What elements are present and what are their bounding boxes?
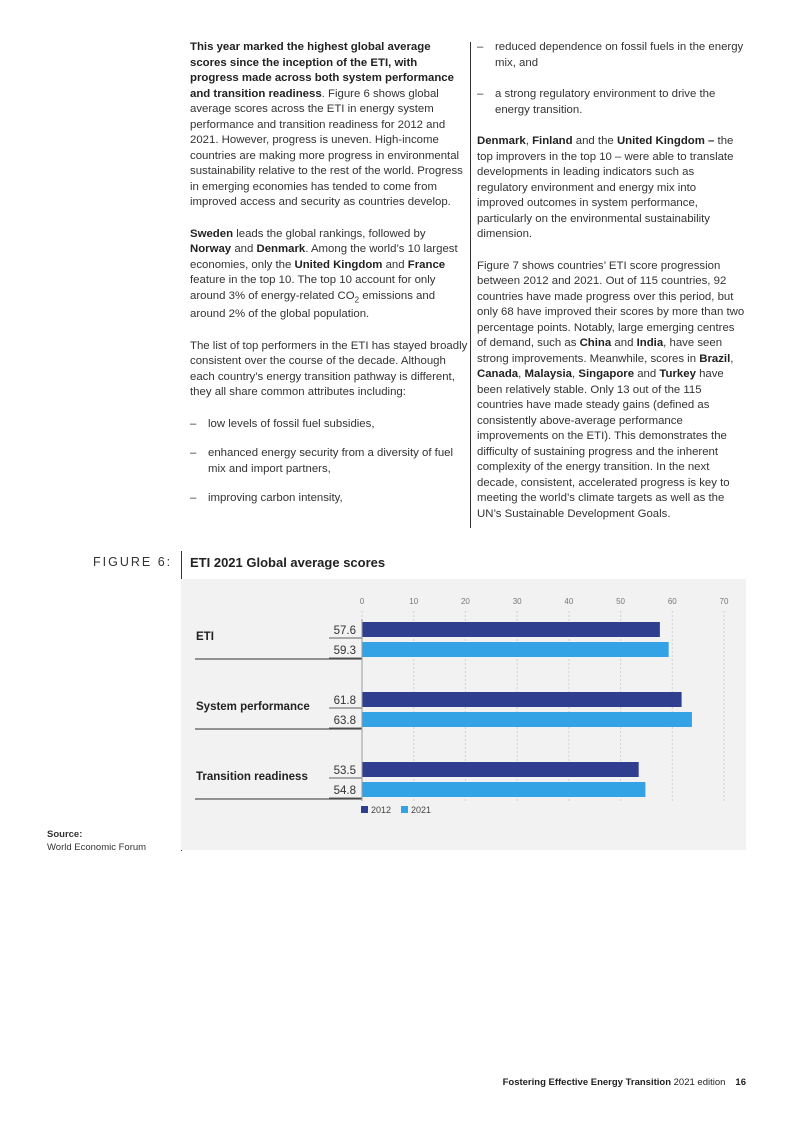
legend-swatch xyxy=(361,806,368,813)
bar xyxy=(362,622,660,637)
text: and xyxy=(611,337,637,349)
intro-bold: This year marked the highest global average scores since the inception of the ETI, with progress made across both system performance and transition readiness xyxy=(190,41,454,100)
footer-title: Fostering Effective Energy Transition xyxy=(502,1077,671,1088)
paragraph-rankings xyxy=(190,227,468,323)
bar xyxy=(362,712,692,727)
text: and xyxy=(231,243,257,255)
paragraph-progression xyxy=(477,259,745,523)
figure-title: ETI 2021 Global average scores xyxy=(190,555,386,570)
chart-panel xyxy=(181,579,746,850)
x-tick-label: 50 xyxy=(616,597,626,606)
footer-edition: 2021 edition xyxy=(671,1077,726,1088)
category-label: ETI xyxy=(196,631,214,643)
text: , xyxy=(572,368,579,380)
bar-value-label: 57.6 xyxy=(333,625,356,637)
x-tick-label: 30 xyxy=(512,597,522,606)
figure-label: FIGURE 6: xyxy=(93,555,173,569)
bar xyxy=(362,782,645,797)
bullet-item xyxy=(477,87,745,118)
text: feature in the top 10. The top 10 account for only around 3% of energy-related CO xyxy=(190,274,436,302)
text: have been relatively stable. Only 13 out of the 115 countries have made steady gains (defined as consistently above-average performance improvements on the ETI). This demonstrates the difficulty of sustaining progress and the inherent complexity of the energy transition. In the next decade, consistent, accelerated progress is key to meeting the world’s climate targets as well as the UN’s Sustainable Development Goals. xyxy=(477,368,730,520)
text: , xyxy=(525,135,533,147)
bar-value-label: 54.8 xyxy=(333,785,356,797)
dash-marker: – xyxy=(477,41,484,53)
paragraph-intro xyxy=(190,40,468,211)
country-uk: United Kingdom xyxy=(294,258,383,271)
x-tick-label: 40 xyxy=(564,597,574,606)
country-turkey: Turkey xyxy=(659,368,696,380)
intro-rest: . Figure 6 shows global average scores across the ETI in energy system performance and transition readiness for 2012 and 2021. However, progress is uneven. High-income countries are making more progress in environmental sustainability relative to the rest of the world. Progress in emerging economies has tended to come from improved access and security as countries develop. xyxy=(190,87,463,208)
country-brazil: Brazil xyxy=(699,352,731,365)
text: . Among the world’s 10 largest economies, only the xyxy=(190,243,458,271)
legend-swatch xyxy=(401,806,408,813)
bar xyxy=(362,642,669,657)
country-canada: Canada xyxy=(477,368,519,380)
bullet-text: improving carbon intensity, xyxy=(208,492,343,505)
text: and xyxy=(382,258,408,271)
page-footer xyxy=(503,1077,746,1088)
text: Figure 7 shows countries’ ETI score progression between 2012 and 2021. Out of 115 countries, 92 countries have made progress over this period, but only 68 have improved their scores by more than two percentage points. Notably, large emerging centres of demand, such as xyxy=(477,259,745,349)
subscript: 2 xyxy=(354,294,360,304)
legend-label: 2012 xyxy=(371,805,392,815)
x-tick-label: 70 xyxy=(719,597,729,606)
bullet-item xyxy=(190,491,468,507)
bar-chart xyxy=(181,579,746,850)
bar-value-label: 53.5 xyxy=(333,765,356,777)
dash-marker: – xyxy=(477,88,484,100)
paragraph-top-improvers xyxy=(477,134,745,243)
country-singapore: Singapore xyxy=(578,368,635,380)
legend-label: 2021 xyxy=(411,805,432,815)
bar-value-label: 59.3 xyxy=(333,645,356,657)
bullet-text: enhanced energy security from a diversity of fuel mix and import partners, xyxy=(208,447,454,475)
country-france: France xyxy=(407,258,446,271)
bar xyxy=(362,762,639,777)
dash-marker: – xyxy=(190,417,197,430)
x-tick-label: 60 xyxy=(667,597,677,606)
country-uk: United Kingdom – xyxy=(616,135,715,147)
bullet-text: reduced dependence on fossil fuels in the energy mix, and xyxy=(495,41,744,69)
x-tick-label: 0 xyxy=(359,597,365,606)
source-label: Source: xyxy=(47,829,83,840)
x-tick-label: 10 xyxy=(409,597,419,606)
text: and xyxy=(634,368,660,380)
column-divider xyxy=(470,42,471,528)
text: leads the global rankings, followed by xyxy=(233,227,426,240)
x-tick-label: 20 xyxy=(460,597,470,606)
country-sweden: Sweden xyxy=(190,227,234,240)
bullet-item xyxy=(190,446,468,477)
paragraph-top-performers: The list of top performers in the ETI has stayed broadly consistent over the course of the decade. Although each country’s energy transition pathway is different, they all share common attributes including: xyxy=(190,339,468,399)
bullet-text: a strong regulatory environment to drive the energy transition. xyxy=(495,88,716,116)
bullet-item xyxy=(477,40,745,71)
category-label: Transition readiness xyxy=(196,771,308,783)
category-label: System performance xyxy=(196,701,310,713)
bar-value-label: 61.8 xyxy=(333,695,356,707)
country-norway: Norway xyxy=(190,243,232,255)
bullet-text: low levels of fossil fuel subsidies, xyxy=(208,417,375,430)
country-denmark: Denmark xyxy=(256,243,306,255)
dash-marker: – xyxy=(190,492,197,505)
text: , xyxy=(730,352,734,365)
left-column xyxy=(190,40,468,521)
source-note xyxy=(47,828,146,854)
bar-value-label: 63.8 xyxy=(333,715,356,727)
country-finland: Finland xyxy=(532,135,573,147)
country-malaysia: Malaysia xyxy=(524,368,572,380)
right-column xyxy=(477,40,745,538)
dash-marker: – xyxy=(190,447,197,460)
text: , have seen strong improvements. Meanwhile, scores in xyxy=(477,337,723,365)
country-china: China xyxy=(579,337,612,349)
source-text: World Economic Forum xyxy=(47,842,147,853)
country-india: India xyxy=(636,337,664,349)
page-number: 16 xyxy=(735,1077,746,1088)
text: emissions and around 2% of the global population. xyxy=(190,289,436,321)
bullet-item xyxy=(190,417,468,433)
text: , xyxy=(518,368,525,380)
country-denmark: Denmark xyxy=(477,135,526,147)
bar xyxy=(362,692,682,707)
text: and the xyxy=(572,135,617,147)
text: the top improvers in the top 10 – were able to translate developments in leading indicators such as regulatory environment and energy mix into improved outcomes in system performance, particularly on the environmental sustainability dimension. xyxy=(477,135,734,240)
